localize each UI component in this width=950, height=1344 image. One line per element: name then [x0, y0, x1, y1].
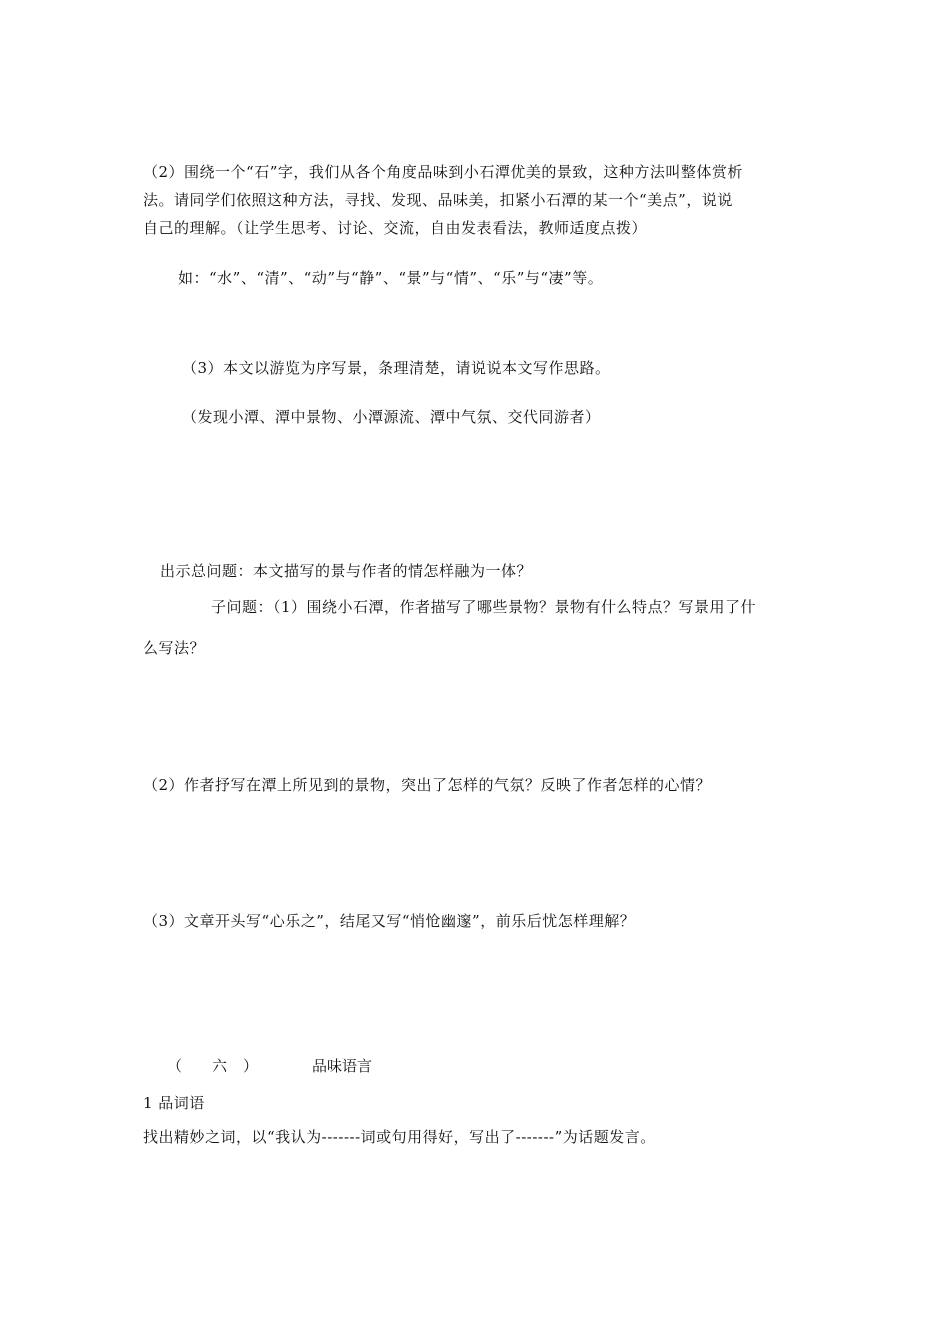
paragraph-3: （3）本文以游览为序写景，条理清楚，请说说本文写作思路。 — [182, 359, 611, 377]
paragraph-2-line-3: 自己的理解。（让学生思考、讨论、交流，自由发表看法，教师适度点拨） — [143, 219, 648, 237]
words-instruction: 找出精妙之词，以“我认为-------词或句用得好，写出了-------”为话题发言。 — [143, 1128, 656, 1146]
example-text: 如：“水”、“清”、“动”与“静”、“景”与“情”、“乐”与“凄”等。 — [178, 269, 604, 287]
main-question: 出示总问题：本文描写的景与作者的情怎样融为一体？ — [160, 562, 533, 580]
sub-question-1-line-2: 么写法？ — [143, 639, 206, 657]
section-six-open-paren: （ — [167, 1057, 183, 1075]
section-six-number: 六 — [212, 1057, 228, 1075]
words-heading: 1 品词语 — [143, 1094, 205, 1112]
sub-question-2: （2）作者抒写在潭上所见到的景物，突出了怎样的气氛？反映了作者怎样的心情？ — [143, 776, 712, 794]
paragraph-3-answer: （发现小潭、潭中景物、小潭源流、潭中气氛、交代同游者） — [182, 408, 601, 426]
section-six-title: 品味语言 — [312, 1057, 373, 1075]
paragraph-2-line-2: 法。请同学们依照这种方法，寻找、发现、品味美，扣紧小石潭的某一个“美点”，说说 — [143, 191, 733, 209]
sub-question-1-line-1: 子问题：（1）围绕小石潭，作者描写了哪些景物？景物有什么特点？写景用了什 — [211, 598, 757, 616]
section-six-close-paren: ） — [243, 1057, 259, 1075]
paragraph-2-line-1: （2）围绕一个“石”字，我们从各个角度品味到小石潭优美的景致，这种方法叫整体赏析 — [143, 163, 743, 181]
section-six-heading — [0, 1056, 950, 1076]
sub-question-3: （3）文章开头写“心乐之”，结尾又写“悄怆幽邃”，前乐后忧怎样理解？ — [143, 912, 636, 930]
